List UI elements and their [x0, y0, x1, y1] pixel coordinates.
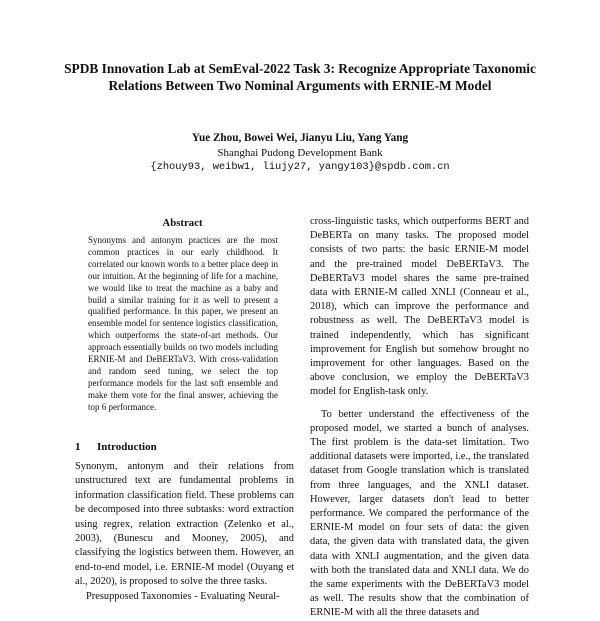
abstract-text [88, 235, 278, 414]
introduction-body [75, 460, 294, 604]
right-column [310, 215, 529, 621]
right-paragraph-2: To better understand the effectiveness of the proposed model, we started a bunch of analyses. The first problem is the data-set limitation. Two additional datasets were imported, i.e., the translated dataset from Google translation which is translated from three languages, and the XNLI dataset. However, larger datasets don't lead to better performance. We compared the performance of the ERNIE-M model on four sets of data: the given data, the given data with translated data, the given data with XNLI augmentation, and the given data with both the translated data and XNLI data. We do the same experiments with the DeBERTaV3 model as well. The results show that the combination of ERNIE-M with all the three datasets and [310, 408, 529, 619]
section-title: Introduction [97, 441, 157, 453]
affiliation: Shanghai Pudong Development Bank [217, 147, 383, 159]
intro-paragraph-1: Synonym, antonym and their relations from unstructured text are fundamental problems in information classification field. These problems can be decomposed into three subtasks: word extraction using regrex, relation extraction (Zelenko et al., 2003), (Bunescu and Mooney, 2005), and classifying the logistics between them. However, an end-to-end model, i.e. ERNIE-M model (Ouyang et al., 2020), is proposed to solve the three tasks. [75, 461, 294, 588]
paper-title: SPDB Innovation Lab at SemEval-2022 Task 3: Recognize Appropriate Taxonomic Relations Between Two Nominal Arguments with ERNIE-M Model [64, 61, 536, 93]
right-paragraph-1: cross-linguistic tasks, which outperforms BERT and DeBERTa on many tasks. The proposed model consists of two parts: the basic ERNIE-M model and the pre-trained model DeBERTaV3. The DeBERTaV3 model shares the same pre-trained data with ERNIE-M called XNLI (Conneau et al., 2018), which can improve the performance and robustness as well. The DeBERTaV3 model is trained independently, which has significant improvement for English but somehow brought no improvement for other languages. Based on the above conclusion, we employ the DeBERTaV3 model for English-task only. [310, 216, 529, 398]
section-number: 1 [75, 441, 81, 453]
intro-paragraph-2: Presupposed Taxonomies - Evaluating Neural- [86, 590, 280, 602]
abstract-paragraph: Synonyms and antonym practices are the most common practices in our early childhood. It correlated our known words to a better place deep in our intuition. At the beginning of life for a machine, we would like to treat the machine as a baby and build a similar training for it as well to present a qualified performance. In this paper, we present an ensemble model for sentence logistics classification, which outperforms the state-of-art methods. Our approach essentially builds on two models including ERNIE-M and DeBERTaV3. With cross-validation and random seed tuning, we select the top performance models for the last soft ensemble and make them vote for the final answer, achieving the top 6 performance. [88, 235, 278, 412]
author-emails: {zhouy93, weibw1, liujy27, yangy103}@spdb.com.cn [150, 161, 450, 173]
abstract-heading: Abstract [162, 217, 203, 229]
author-list: Yue Zhou, Bowei Wei, Jianyu Liu, Yang Yang [191, 132, 409, 144]
section-heading-introduction [75, 440, 295, 454]
